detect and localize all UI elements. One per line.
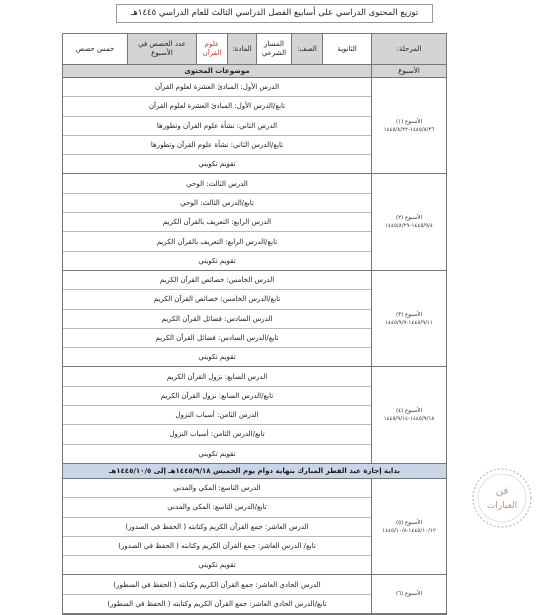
week-dates: ١٤٤٥/٩/١٨-١٤٤٥/٩/١٤ — [383, 416, 435, 423]
week-label: الأسبوع (٣) — [395, 311, 423, 318]
periods-label: عدد الحصص في الأسبوع — [127, 34, 196, 64]
week-cell — [371, 575, 446, 613]
holiday-banner: بداية إجازة عيد الفطر المبارك بنهاية دوام يوم الخميس ١٤٤٥/٩/١٨هـ إلى ١٤٤٥/١٠/٥هـ — [63, 464, 446, 479]
distribution-table — [62, 33, 447, 615]
lesson-row: الدرس السابع: نزول القرآن الكريم — [63, 367, 371, 386]
week-column-header: الأسبوع — [371, 65, 446, 77]
lesson-row: تابع/الدرس الثاني: نشأة علوم القرآن وتطورها — [63, 136, 371, 155]
lesson-row: تابع/الدرس الخامس: خصائص القرآن الكريم — [63, 290, 371, 309]
grade-label: الصف: — [291, 34, 322, 64]
subject-label: المادة: — [227, 34, 256, 64]
weeks-group-2 — [63, 479, 446, 614]
lesson-row: الدرس الثالث: الوحي — [63, 174, 371, 193]
lesson-row: تابع/الدرس الأول: المبادئ العشرة لعلوم القرآن — [63, 97, 371, 116]
week-cell — [371, 78, 446, 173]
page-title: توزيع المحتوى الدراسي على أسابيع الفصل الدراسي الثالث للعام الدراسي ١٤٤٥هـ — [116, 4, 433, 23]
watermark-logo — [470, 466, 534, 530]
week-cell — [371, 174, 446, 269]
lesson-row: الدرس الرابع: التعريف بالقرآن الكريم — [63, 213, 371, 232]
week-block — [63, 479, 446, 575]
week-dates: ١٤٤٥/٨/٢٦-١٤٤٥/٨/٢٢ — [383, 126, 435, 133]
week-cell — [371, 367, 446, 462]
week-label: الأسبوع (٦) — [395, 591, 423, 598]
lesson-row: تقويم تكويني — [198, 160, 236, 169]
lesson-row: تقويم تكويني — [198, 449, 236, 458]
lesson-row: تابع/الدرس السادس: فضائل القرآن الكريم — [63, 329, 371, 348]
lesson-row: الدرس التاسع: المكي والمدني — [63, 479, 371, 498]
lesson-row: تابع/الدرس الثامن: أسباب النزول — [63, 425, 371, 444]
week-label: الأسبوع (٢) — [395, 215, 423, 222]
lesson-row: تابع/الدرس الثالث: الوحي — [63, 194, 371, 213]
lesson-row: الدرس السادس: فضائل القرآن الكريم — [63, 310, 371, 329]
stage-label: المرحلة: — [371, 34, 446, 64]
week-dates: ١٤٤٥/١٠/١٢-١٤٤٥/١٠/٨ — [382, 527, 436, 534]
periods-value: خمس حصص — [75, 44, 115, 53]
lesson-row: الدرس الخامس: خصائص القرآن الكريم — [63, 271, 371, 290]
subject-value: علوم القرآن — [196, 34, 227, 64]
week-block — [63, 367, 446, 463]
svg-text:فن: فن — [495, 486, 509, 497]
lesson-row: الدرس الأول: المبادئ العشرة لعلوم القرآن — [63, 78, 371, 97]
week-label: الأسبوع (١) — [395, 118, 423, 125]
lesson-row: تابع/الدرس السابع: نزول القرآن الكريم — [63, 387, 371, 406]
lesson-row: الدرس الثامن: أسباب النزول — [63, 406, 371, 425]
week-block — [63, 575, 446, 614]
week-block — [63, 271, 446, 367]
lesson-row: تقويم تكويني — [198, 561, 236, 570]
stage-value: الثانوية — [322, 34, 371, 64]
week-dates: ١٤٤٥/٩/٤-١٤٤٥/٨/٢٩ — [385, 223, 433, 230]
lesson-row: تقويم تكويني — [198, 256, 236, 265]
weeks-group-1 — [63, 78, 446, 464]
table-header — [63, 34, 446, 65]
week-block — [63, 174, 446, 270]
svg-text:العبارات: العبارات — [486, 501, 518, 511]
lesson-row: تابع/الدرس الرابع: التعريف بالقرآن الكريم — [63, 232, 371, 251]
week-block — [63, 78, 446, 174]
week-label: الأسبوع (٤) — [395, 408, 423, 415]
week-cell — [371, 479, 446, 574]
week-cell — [371, 271, 446, 366]
topics-column-header: موضوعات المحتوى — [184, 67, 250, 75]
lesson-row: تقويم تكويني — [198, 353, 236, 362]
lesson-row: الدرس الثاني: نشأة علوم القرآن وتطورها — [63, 117, 371, 136]
lesson-row: تابع/ الدرس العاشر: جمع القرآن الكريم وكتابته ( الحفظ في الصدور) — [63, 537, 371, 556]
week-dates: ١٤٤٥/٩/١١-١٤٤٥/٩/٧ — [385, 319, 433, 326]
column-headers — [63, 65, 446, 78]
lesson-row: الدرس العاشر: جمع القرآن الكريم وكتابته ( الحفظ في الصدور) — [63, 518, 371, 537]
week-label: الأسبوع (٥) — [395, 519, 423, 526]
lesson-row: الدرس الحادي العاشر: جمع القرآن الكريم وكتابته ( الحفظ في السطور) — [63, 575, 371, 594]
lesson-row: تابع/الدرس التاسع: المكي والمدني — [63, 498, 371, 517]
lesson-row: تابع/الدرس الحادي العاشر: جمع القرآن الكريم وكتابته ( الحفظ في السطور) — [107, 599, 327, 608]
track-value: المسار الشرعي — [256, 34, 291, 64]
